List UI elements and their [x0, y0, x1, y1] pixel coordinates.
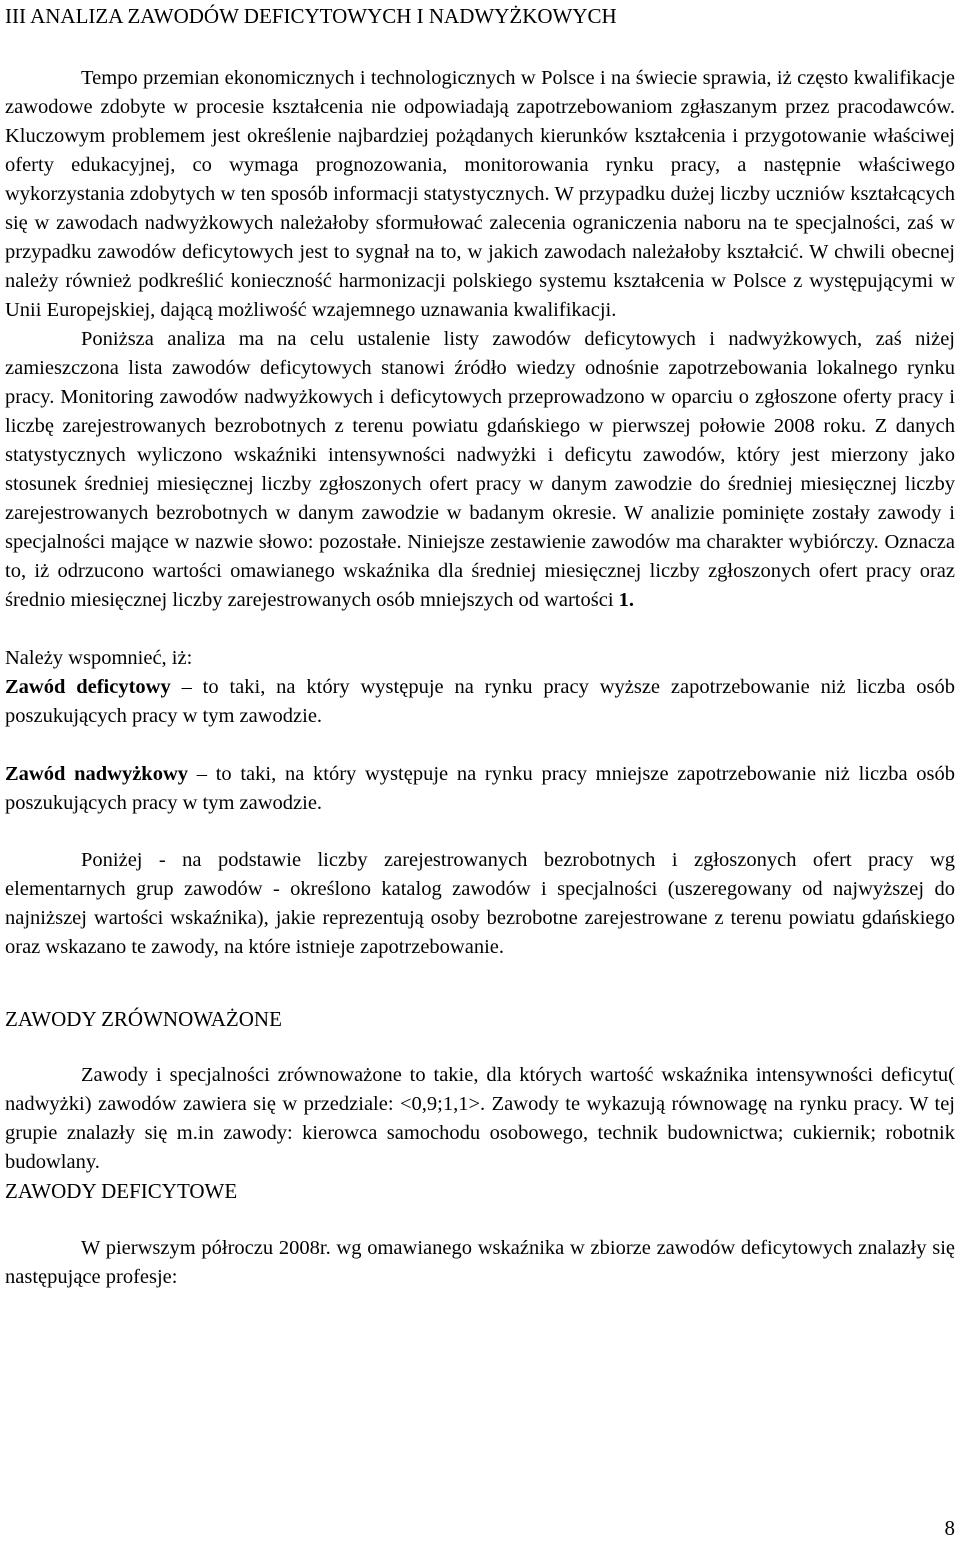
catalog-paragraph: Poniżej - na podstawie liczby zarejestrowanych bezrobotnych i zgłoszonych ofert pracy wg elementarnych grup zawodów - określono katalog zawodów i specjalności (uszeregowany od najwyższej do najniższej wartości wskaźnika), jakie reprezentują osoby bezrobotne zarejestrowane z terenu powiatu gdańskiego oraz wskazano te zawody, na które istnieje zapotrzebowanie.: [5, 849, 955, 958]
page-number: 8: [944, 1516, 955, 1540]
balanced-heading: ZAWODY ZRÓWNOWAŻONE: [5, 1007, 282, 1031]
intro-paragraph: Tempo przemian ekonomicznych i technologicznych w Polsce i na świecie sprawia, iż często kwalifikacje zawodowe zdobyte w procesie kształcenia nie odpowiadają zapotrzebowaniom zgłaszanym przez pracodawców. Kluczowym problemem jest określenie najbardziej pożądanych kierunków kształcenia i przygotowanie właściwej oferty edukacyjnej, co wymaga prognozowania, monitorowania rynku pracy, a następnie właściwego wykorzystania zdobytych w ten sposób informacji statystycznych. W przypadku dużej liczby uczniów kształcących się w zawodach nadwyżkowych należałoby sformułować zalecenia ograniczenia naboru na te specjalności, zaś w przypadku zawodów deficytowych jest to sygnał na to, w jakich zawodach należałoby kształcić. W chwili obecnej należy również podkreślić konieczność harmonizacji polskiego systemu kształcenia w Polsce z występującymi w Unii Europejskiej, dającą możliwość wzajemnego uznawania kwalifikacji.: [5, 67, 955, 321]
definition-deficit-term: Zawód deficytowy: [5, 676, 171, 698]
analysis-text: Poniższa analiza ma na celu ustalenie listy zawodów deficytowych i nadwyżkowych, zaś niżej zamieszczona lista zawodów deficytowych stanowi źródło wiedzy odnośnie zapotrzebowania lokalnego rynku pracy. Monitoring zawodów nadwyżkowych i deficytowych przeprowadzono w oparciu o zgłoszone oferty pracy i liczbę zarejestrowanych bezrobotnych z terenu powiatu gdańskiego w pierwszej połowie 2008 roku. Z danych statystycznych wyliczono wskaźniki intensywności nadwyżki i deficytu zawodów, który jest mierzony jako stosunek średniej miesięcznej liczby zgłoszonych ofert pracy w danym zawodzie do średniej miesięcznej liczby zarejestrowanych bezrobotnych w danym zawodzie w badanym okresie. W analizie pominięte zostały zawody i specjalności mające w nazwie słowo: pozostałe. Niniejsze zestawienie zawodów ma charakter wybiórczy. Oznacza to, iż odrzucono wartości omawianego wskaźnika dla średniej miesięcznej liczby zgłoszonych ofert pracy oraz średnio miesięcznej liczby zarejestrowanych osób mniejszych od wartości: [5, 328, 955, 611]
deficit-heading: ZAWODY DEFICYTOWE: [5, 1179, 238, 1203]
threshold-value: 1.: [618, 589, 635, 611]
section-heading: III ANALIZA ZAWODÓW DEFICYTOWYCH I NADWYŻKOWYCH: [5, 4, 617, 28]
balanced-paragraph: Zawody i specjalności zrównoważone to takie, dla których wartość wskaźnika intensywności deficytu( nadwyżki) zawodów zawiera się w przedziale: <0,9;1,1>. Zawody te wykazują równowagę na rynku pracy. W tej grupie znalazły się m.in zawody: kierowca samochodu osobowego, technik budownictwa; cukiernik; robotnik budowlany.: [5, 1064, 955, 1173]
definition-surplus: [5, 760, 955, 818]
document-page: [5, 0, 955, 1292]
definition-deficit: [5, 673, 955, 731]
definition-deficit-text: – to taki, na który występuje na rynku pracy wyższe zapotrzebowanie niż liczba osób poszukujących pracy w tym zawodzie.: [5, 676, 955, 727]
definition-surplus-term: Zawód nadwyżkowy: [5, 763, 189, 785]
deficit-paragraph: W pierwszym półroczu 2008r. wg omawianego wskaźnika w zbiorze zawodów deficytowych znalazły się następujące profesje:: [5, 1237, 955, 1288]
analysis-paragraph: [5, 325, 955, 615]
note-intro: Należy wspomnieć, iż:: [5, 647, 193, 669]
definition-surplus-text: – to taki, na który występuje na rynku pracy mniejsze zapotrzebowanie niż liczba osób poszukujących pracy w tym zawodzie.: [5, 763, 955, 814]
